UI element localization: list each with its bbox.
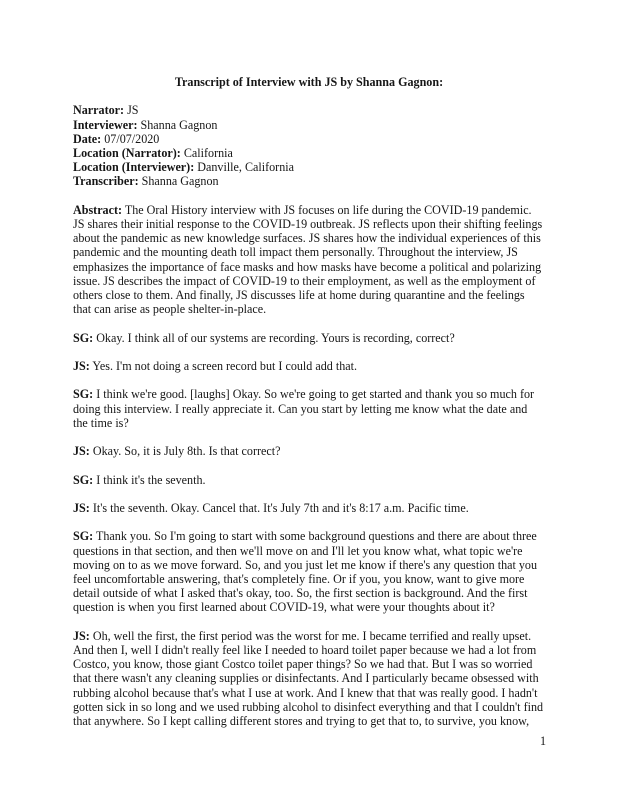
- page-number: 1: [539, 734, 546, 748]
- dialogue-text: It's the seventh. Okay. Cancel that. It's July 7th and it's 8:17 a.m. Pacific time.: [92, 500, 469, 515]
- metadata-row-interviewer: [73, 118, 545, 132]
- metadata-block: [73, 103, 545, 188]
- metadata-label: Interviewer:: [73, 117, 138, 132]
- metadata-row-location-interviewer: [73, 160, 545, 174]
- metadata-row-location-narrator: [73, 146, 545, 160]
- dialogue-paragraph: [73, 529, 545, 614]
- dialogue-text: Thank you. So I'm going to start with some background questions and there are about three questions in that section, and then we'll move on and I'll let you know what, what topic we're moving on to as we move forward. So, and you just let me know if there's any question that you feel uncomfortable answering, that's completely fine. Or if you, you know, want to give more detail outside of what I asked that's okay, too. So, the first section is background. And the first question is when you first learned about COVID-19, what were your thoughts about it?: [73, 529, 538, 615]
- dialogue-text: Okay. I think all of our systems are recording. Yours is recording, correct?: [96, 330, 455, 345]
- speaker-label: JS:: [73, 444, 90, 459]
- metadata-value: 07/07/2020: [104, 131, 160, 146]
- dialogue-text: Oh, well the first, the first period was the worst for me. I became terrified and really upset. And then I, well I didn't really feel like I needed to hoard toilet paper because we had a lot from Costco, you know, those giant Costco toilet paper things? So we had that. But I was so worried that there wasn't any cleaning supplies or disinfectants. And I particularly became obsessed with rubbing alcohol because that's what I use at work. And I knew that that was really good. I hadn't gotten sick in so long and we used rubbing alcohol to disinfect everything and that I couldn't find that anywhere. So I kept calling different stores and trying to get that to, to survive, you know,: [73, 628, 544, 728]
- dialogue-paragraph: [73, 444, 545, 458]
- speaker-label: SG:: [73, 529, 94, 544]
- dialogue-text: Yes. I'm not doing a screen record but I could add that.: [92, 359, 357, 373]
- dialogue-paragraph: [73, 473, 545, 487]
- metadata-value: JS: [127, 103, 139, 118]
- metadata-value: Danville, California: [197, 160, 294, 175]
- metadata-label: Date:: [73, 131, 102, 146]
- dialogue-paragraph: [73, 387, 545, 430]
- metadata-label: Transcriber:: [73, 174, 139, 189]
- document-title: Transcript of Interview with JS by Shanna Gagnon:: [174, 75, 444, 89]
- dialogue-paragraph: [73, 359, 545, 373]
- metadata-row-narrator: [73, 103, 545, 117]
- metadata-row-date: [73, 132, 545, 146]
- metadata-row-transcriber: [73, 174, 545, 188]
- speaker-label: JS:: [73, 500, 90, 515]
- speaker-label: JS:: [73, 628, 90, 643]
- abstract-text: The Oral History interview with JS focuses on life during the COVID-19 pandemic. JS shares their initial response to the COVID-19 outbreak. JS reflects upon their shifting feelings about the pandemic as new knowledge surfaces. JS shares how the individual experiences of this pandemic and the mounting death toll impact them personally. Throughout the interview, JS emphasizes the importance of face masks and how masks have become a political and polarizing issue. JS describes the impact of COVID-19 to their employment, as well as the employment of others close to them. And finally, JS discusses life at home during quarantine and the feelings that can arise as people shelter-in-place.: [73, 202, 543, 317]
- metadata-label: Narrator:: [73, 103, 125, 118]
- speaker-label: SG:: [73, 387, 94, 402]
- metadata-label: Location (Interviewer):: [73, 160, 195, 175]
- dialogue-text: Okay. So, it is July 8th. Is that correct?: [92, 444, 281, 459]
- dialogue-paragraph: [73, 501, 545, 515]
- speaker-label: SG:: [73, 472, 94, 487]
- metadata-label: Location (Narrator):: [73, 146, 181, 160]
- dialogue-paragraph: [73, 331, 545, 345]
- metadata-value: Shanna Gagnon: [140, 117, 218, 132]
- abstract-paragraph: [73, 203, 545, 317]
- metadata-value: Shanna Gagnon: [141, 174, 219, 189]
- dialogue-text: I think it's the seventh.: [96, 472, 206, 487]
- dialogue-paragraph: [73, 629, 545, 728]
- speaker-label: JS:: [73, 359, 90, 373]
- speaker-label: SG:: [73, 330, 94, 345]
- abstract-label: Abstract:: [73, 202, 123, 217]
- dialogue-text: I think we're good. [laughs] Okay. So we're going to get started and thank you so much for doing this interview. I really appreciate it. Can you start by letting me know what the date and the time is?: [73, 387, 535, 430]
- metadata-value: California: [183, 146, 233, 160]
